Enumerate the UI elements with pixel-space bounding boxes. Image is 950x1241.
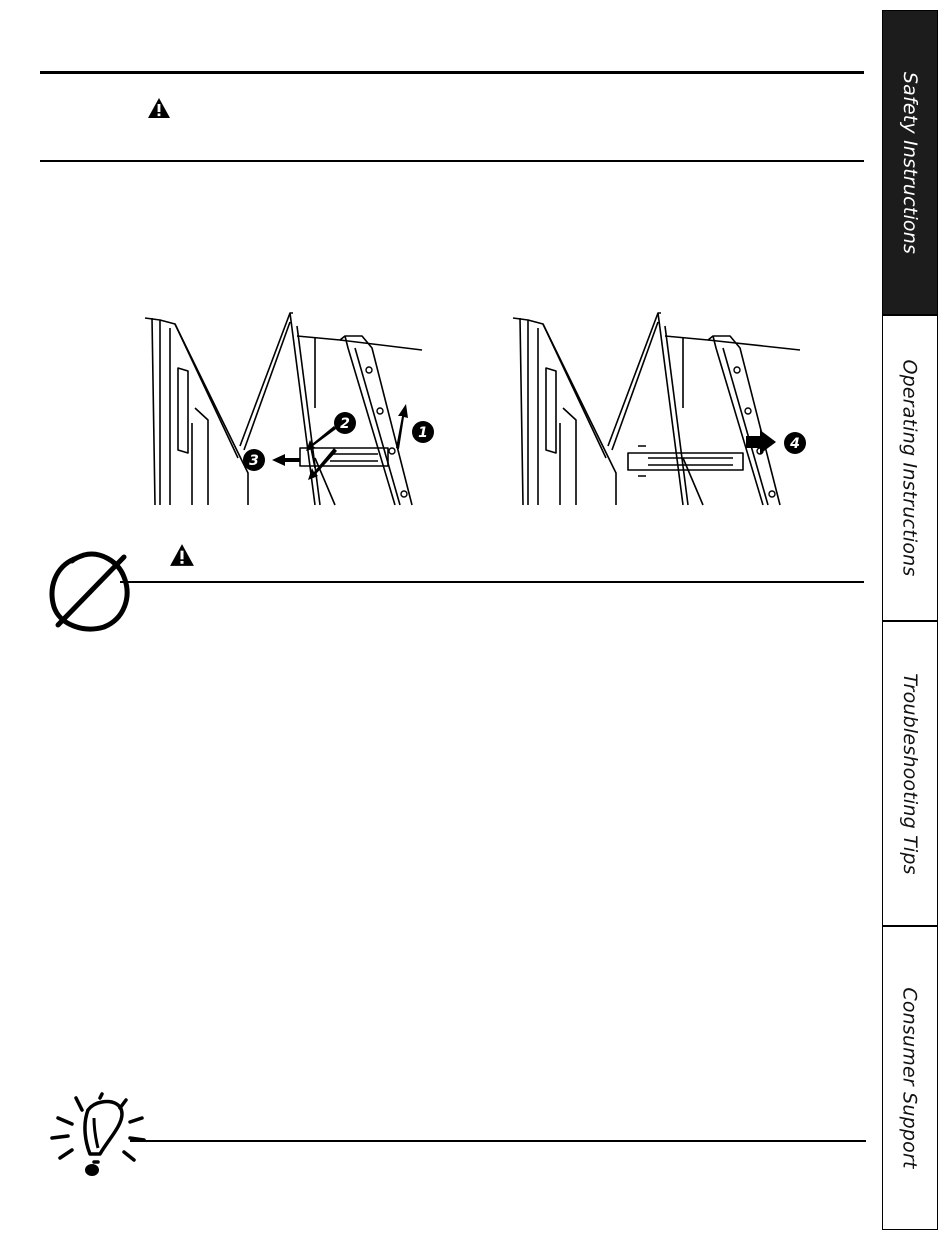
step-1-label: 1 [418, 425, 428, 441]
tab-safety-instructions[interactable] [882, 10, 938, 315]
tab-label: Safety Instructions [899, 71, 921, 254]
tab-label: Operating Instructions [899, 359, 921, 577]
top-rule [40, 71, 864, 74]
section-tabs [882, 10, 940, 1230]
prohibited-circle-icon [44, 545, 140, 637]
tab-operating-instructions[interactable] [882, 315, 938, 621]
warning-triangle-icon [169, 543, 195, 567]
warning-rule [120, 581, 864, 583]
tip-rule [130, 1140, 866, 1142]
tab-troubleshooting-tips[interactable] [882, 621, 938, 926]
step-3-label: 3 [249, 453, 259, 469]
tab-consumer-support[interactable] [882, 926, 938, 1230]
door-removal-figure-left [140, 308, 440, 508]
section-rule [40, 160, 864, 162]
tab-label: Consumer Support [899, 987, 922, 1169]
tab-label: Troubleshooting Tips [899, 672, 922, 875]
door-removal-figure-right [508, 308, 818, 508]
step-4-label: 4 [790, 436, 800, 452]
warning-triangle-icon [147, 97, 171, 119]
step-2-label: 2 [340, 416, 350, 432]
